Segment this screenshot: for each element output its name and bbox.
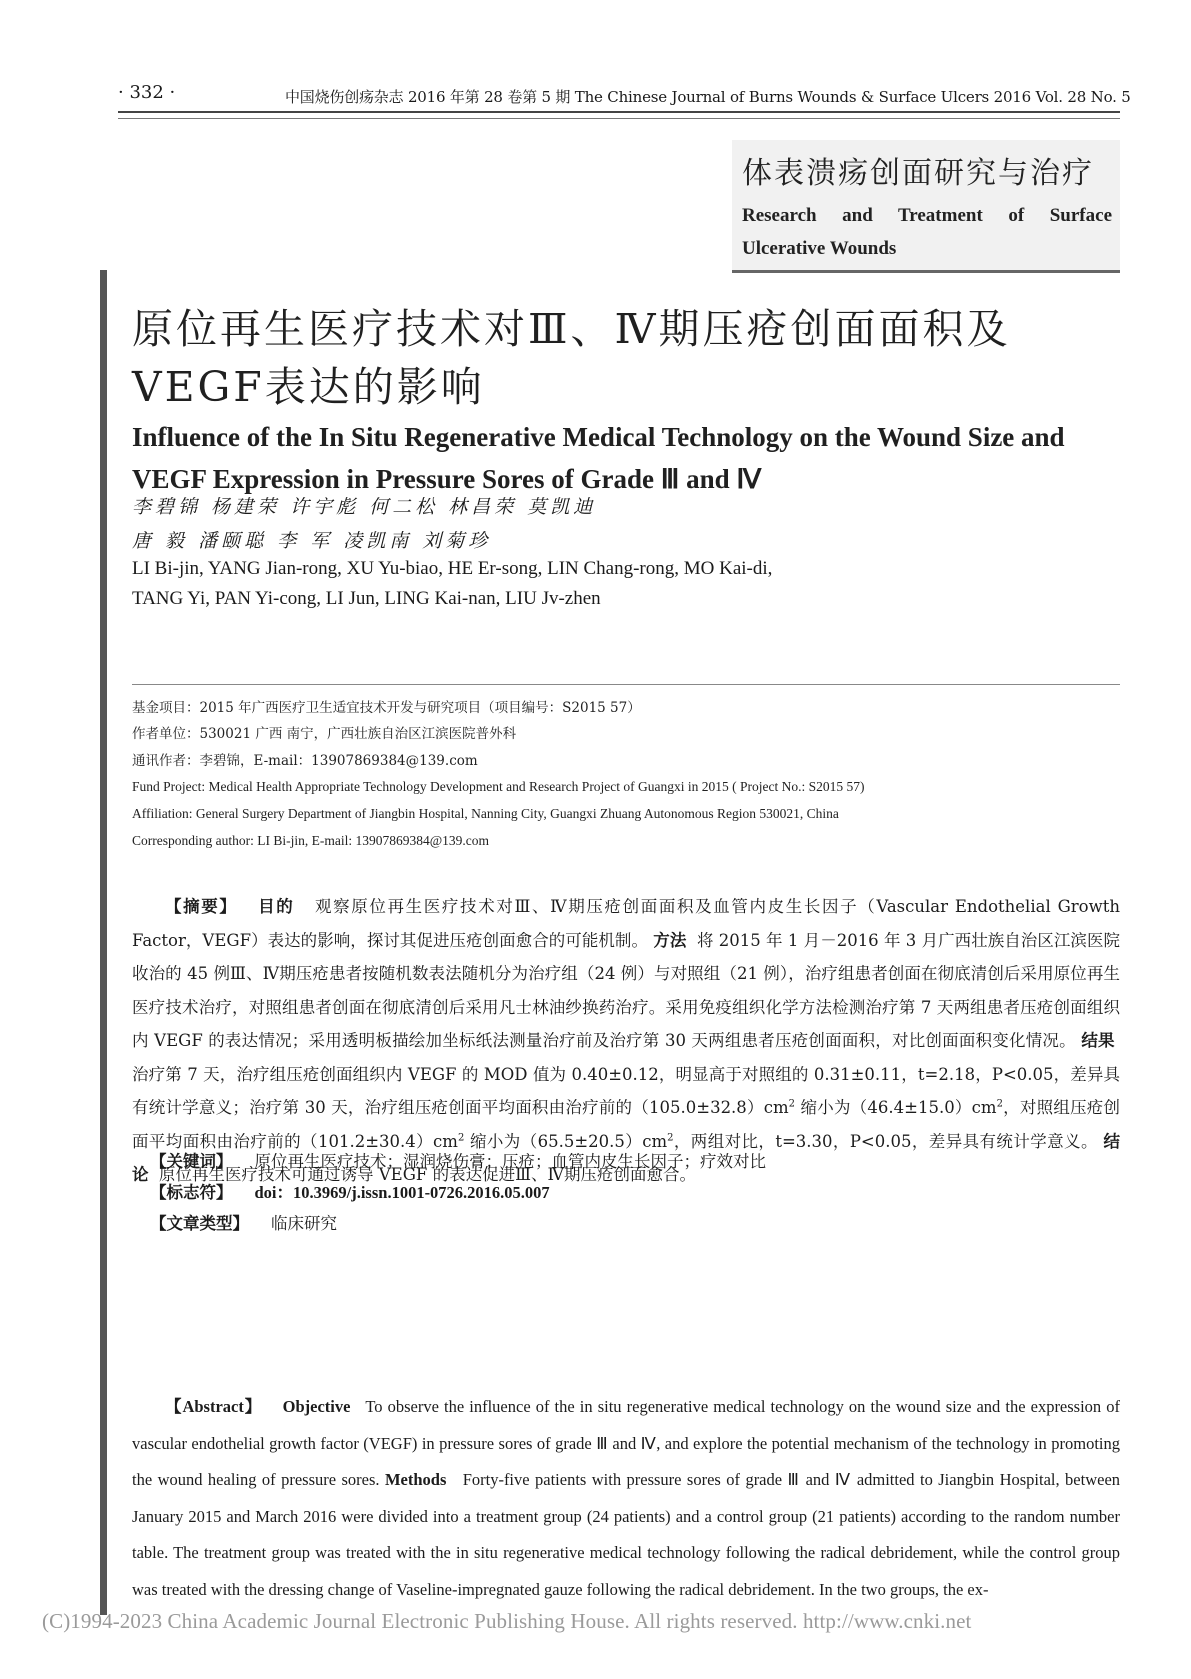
results-cn-1: 治疗第 7 天，治疗组压疮创面组织内 VEGF 的 MOD 值为 0.40±0.12，明显高于对照组的 0.31±0.11，t=2.18，P<0.05，差异具有统计学意义；治疗第 30 天，治疗组压疮创面平均面积由治疗前的（105.0±32.8）cm	[132, 1064, 1120, 1117]
abstract-en	[132, 1389, 1120, 1608]
fund-cn: 基金项目：2015 年广西医疗卫生适宜技术开发与研究项目（项目编号：S2015 57）	[132, 700, 641, 716]
sup-1: 2	[788, 1098, 796, 1110]
keywords-value: 原位再生医疗技术；湿润烧伤膏；压疮；血管内皮生长因子；疗效对比	[254, 1152, 766, 1171]
header-rule	[118, 111, 1120, 113]
sup-4: 2	[667, 1132, 674, 1143]
corresponding-en: Corresponding author: LI Bi-jin, E-mail: 13907869384@139.com	[132, 833, 490, 848]
affiliation-cn: 作者单位：530021 广西 南宁，广西壮族自治区江滨医院普外科	[132, 726, 517, 742]
article-type-label: 【文章类型】	[150, 1214, 249, 1233]
abstract-en-label: 【Abstract】	[165, 1397, 263, 1416]
conclusion-cn: 原位再生医疗技术可通过诱导 VEGF 的表达促进Ⅲ、Ⅳ期压疮创面愈合。	[159, 1165, 696, 1184]
authors-en-line2: TANG Yi, PAN Yi-cong, LI Jun, LING Kai-nan, LIU Jv-zhen	[132, 588, 601, 609]
fund-en: Fund Project: Medical Health Appropriate Technology Development and Research Project of Guangxi in 2015 ( Project No.: S2015 57)	[132, 779, 865, 794]
sup-2: 2	[996, 1098, 1003, 1110]
objective-en-label: Objective	[282, 1397, 351, 1416]
doi-row	[150, 1179, 550, 1203]
results-cn-2: 缩小为（46.4±15.0）cm	[795, 1098, 997, 1117]
authors-cn-line2: 唐 毅 潘颐聪 李 军 凌凯南 刘菊珍	[132, 530, 492, 552]
methods-cn-label: 方法	[653, 930, 687, 950]
doi-value: doi：10.3969/j.issn.1001-0726.2016.05.007	[254, 1183, 550, 1202]
doi-label: 【标志符】	[150, 1183, 233, 1202]
corresponding-cn: 通讯作者：李碧锦，E-mail：13907869384@139.com	[132, 753, 478, 769]
objective-cn-label: 目的	[258, 897, 295, 916]
authors-en-line1: LI Bi-jin, YANG Jian-rong, XU Yu-biao, HE Er-song, LIN Chang-rong, MO Kai-di,	[132, 558, 773, 579]
results-cn-5: ，两组对比，t=3.30，P<0.05，差异具有统计学意义。	[673, 1131, 1098, 1151]
article-title-cn: 原位再生医疗技术对Ⅲ、Ⅳ期压疮创面面积及VEGF表达的影响	[132, 305, 1011, 411]
results-cn-3: ，对照组压疮创面平均面积由治疗前的（101.2±30.4）cm	[132, 1098, 1121, 1151]
conclusion-cn-label: 结论	[132, 1131, 1121, 1184]
objective-cn: 观察原位再生医疗技术对Ⅲ、Ⅳ期压疮创面面积及血管内皮生长因子（Vascular Endothelial Growth Factor，VEGF）表达的影响，探讨其促进压疮创面愈合的可能机制。	[132, 897, 1120, 950]
header-rule-thin	[118, 118, 1120, 119]
objective-en: To observe the influence of the in situ regenerative medical technology on the wound size and the expression of vascular endothelial growth factor (VEGF) in pressure sores of grade Ⅲ and Ⅳ, and explore the potential mechanism of the technology in promoting the wound healing of pressure sores.	[132, 1397, 1121, 1489]
running-header: 中国烧伤创疡杂志 2016 年第 28 卷第 5 期 The Chinese Journal of Burns Wounds & Surface Ulcers 2016 Vol. 28 No. 5	[285, 88, 1131, 106]
abstract-cn-label: 【摘要】	[165, 897, 238, 916]
results-cn-label: 结果	[1081, 1031, 1115, 1050]
left-margin-bar	[100, 270, 107, 1615]
methods-en-label: Methods	[384, 1470, 447, 1489]
methods-cn: 将 2015 年 1 月－2016 年 3 月广西壮族自治区江滨医院收治的 45 例Ⅲ、Ⅳ期压疮患者按随机数表法随机分为治疗组（24 例）与对照组（21 例），治疗组患者创面在彻底清创后采用原位再生医疗技术治疗，对照组患者创面在彻底清创后采用凡士林油纱换药治疗。采用免疫组织化学方法检测治疗第 7 天两组患者压疮创面组织内 VEGF 的表达情况；采用透明板描绘加坐标纸法测量治疗前及治疗第 30 天两组患者压疮创面面积，对比创面面积变化情况。	[132, 930, 1120, 1050]
abstract-cn	[132, 890, 1120, 1192]
article-title-en: Influence of the In Situ Regenerative Medical Technology on the Wound Size and VEGF Expression in Pressure Sores of Grade Ⅲ and Ⅳ	[132, 422, 1065, 494]
meta-rule	[132, 684, 1120, 685]
article-type-value: 临床研究	[271, 1214, 337, 1233]
sup-3: 2	[457, 1132, 465, 1143]
methods-en: Forty-five patients with pressure sores of grade Ⅲ and Ⅳ admitted to Jiangbin Hospital, between January 2015 and March 2016 were divided into a treatment group (24 patients) and a control group (21 patients) according to the random number table. The treatment group was treated with the in situ regenerative medical technology following the radical debridement, while the control group was treated with the dressing change of Vaseline-impregnated gauze following the radical debridement. In the two groups, the ex-	[132, 1470, 1121, 1599]
keywords-row	[150, 1148, 766, 1172]
column-title-cn: 体表溃疡创面研究与治疗	[742, 156, 1094, 191]
copyright-footer: (C)1994-2023 China Academic Journal Electronic Publishing House. All rights reserved. http://www.cnki.net	[42, 1609, 972, 1633]
authors-cn-line1: 李碧锦 杨建荣 许宇彪 何二松 林昌荣 莫凯迪	[132, 496, 597, 518]
keywords-label: 【关键词】	[150, 1152, 233, 1171]
page-number: · 332 ·	[118, 82, 176, 103]
column-title-en: Research and Treatment of Surface Ulcerative Wounds	[742, 205, 1112, 259]
affiliation-en: Affiliation: General Surgery Department of Jiangbin Hospital, Nanning City, Guangxi Zhuang Autonomous Region 530021, China	[132, 806, 839, 821]
results-cn-4: 缩小为（65.5±20.5）cm	[464, 1131, 668, 1151]
article-type-row	[150, 1210, 337, 1234]
